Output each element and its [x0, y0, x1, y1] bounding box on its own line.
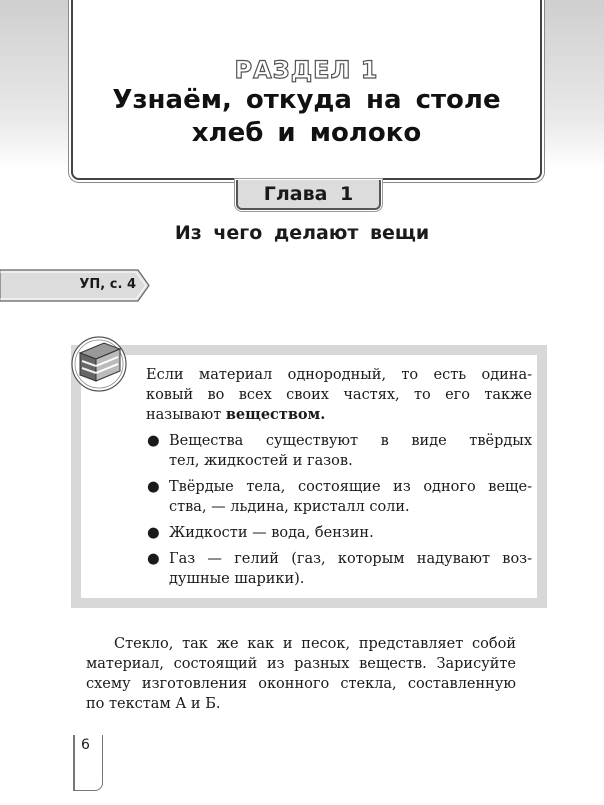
section-title-line: Узнаём, откуда на столе	[112, 85, 501, 115]
body-paragraph	[86, 634, 516, 714]
text-line: материал, состоящий из разных веществ. Зарисуйте	[86, 656, 516, 672]
text-line: Жидкости — вода, бензин.	[169, 525, 374, 541]
bullet-icon: ●	[147, 433, 160, 449]
text-line: душные шарики).	[169, 571, 305, 587]
term-highlight: веществом	[225, 406, 321, 423]
text-line: по текстам А и Б.	[86, 696, 221, 712]
text-line: схему изготовления оконного стекла, составленную	[86, 676, 516, 692]
workbook-reference-tab	[0, 269, 150, 302]
bullet-icon: ●	[147, 479, 160, 495]
text-fragment: называют	[146, 407, 226, 423]
workbook-reference: УП, с. 4	[79, 277, 136, 292]
section-label: РАЗДЕЛ 1	[234, 56, 379, 84]
text-line: Твёрдые тела, состоящие из одного веще-	[169, 479, 532, 495]
list-item	[146, 477, 532, 517]
text-line: Стекло, так же как и песок, представляет собой	[114, 636, 516, 652]
text-line: Если материал однородный, то есть одина-	[146, 367, 532, 383]
info-text	[146, 365, 532, 589]
text-line: Газ — гелий (газ, которым надувают воз-	[169, 551, 532, 567]
chapter-tab: Глава 1	[236, 180, 381, 210]
text-line: Вещества существуют в виде твёрдых	[169, 433, 532, 449]
list-item	[146, 549, 532, 589]
lesson-title: Из чего делают вещи	[174, 222, 430, 244]
list-item	[146, 431, 532, 471]
section-title-box	[71, 0, 542, 180]
text-line	[146, 405, 532, 425]
bullet-icon: ●	[147, 525, 160, 541]
text-line: ства, — льдина, кристалл соли.	[169, 499, 410, 515]
section-title-line: хлеб и молоко	[191, 118, 422, 148]
list-item	[146, 523, 532, 543]
text-line: ковый во всех своих частях, то его также	[146, 387, 532, 403]
text-fragment: .	[320, 406, 326, 423]
section-title	[73, 84, 540, 150]
bullet-icon: ●	[147, 551, 160, 567]
books-stack-icon	[70, 335, 128, 393]
page-number: 6	[73, 735, 103, 791]
text-line: тел, жидкостей и газов.	[169, 453, 353, 469]
